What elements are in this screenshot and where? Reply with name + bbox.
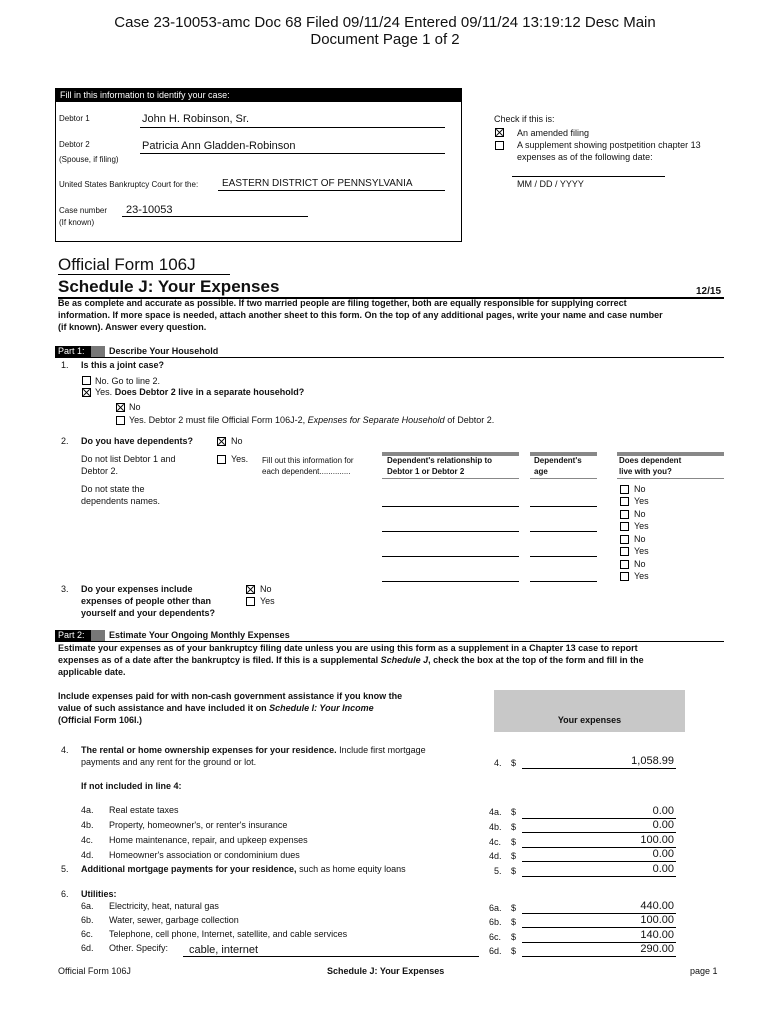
line6d-label: Other. Specify: (109, 943, 169, 953)
your-expenses-header (494, 690, 685, 732)
line6d-dollar: $ (511, 946, 517, 956)
dep2-lives-yes-checkbox[interactable] (620, 522, 629, 531)
q1-yes-checkbox[interactable] (82, 388, 91, 397)
line4a-dollar: $ (511, 807, 517, 817)
line4c-dollar: $ (511, 837, 517, 847)
q2-fill-out-line2: each dependent.............. (262, 467, 351, 476)
part2-intro-line2: expenses as of a date after the bankruptcy is filed. If this is a supplemental Schedule J, check the box at the top of the form and fill in the (58, 655, 644, 665)
court-field[interactable]: EASTERN DISTRICT OF PENNSYLVANIA (222, 178, 413, 189)
q3-text-line1: Do your expenses include (81, 584, 193, 594)
q2-no-label: No (231, 436, 243, 446)
supplement-label-line2: expenses as of the following date: (517, 152, 653, 162)
line6a-number: 6a. (81, 901, 94, 911)
q1-no-label: No. Go to line 2. (95, 376, 161, 386)
q1-text: Is this a joint case? (81, 360, 165, 370)
q2-not-list-line2: Debtor 2. (81, 466, 119, 476)
q2-not-state-line1: Do not state the (81, 484, 145, 494)
q1-sub-yes-label: Yes. Debtor 2 must file Official Form 106J-2, Expenses for Separate Household of Debtor 2. (129, 415, 495, 425)
q3-no-label: No (260, 584, 272, 594)
debtor2-field[interactable]: Patricia Ann Gladden-Robinson (142, 140, 296, 152)
dep1-lives-no-checkbox[interactable] (620, 485, 629, 494)
line4d-ref: 4d. (489, 851, 502, 861)
line4b-label: Property, homeowner's, or renter's insurance (109, 820, 288, 830)
line4a-amount-field[interactable]: 0.00 (652, 805, 674, 817)
form-revision: 12/15 (696, 286, 722, 297)
debtor2-sublabel: (Spouse, if filing) (59, 155, 119, 164)
dep-col-age-1: Dependent's (534, 456, 582, 465)
q3-yes-label: Yes (260, 596, 275, 606)
dep3-lives-yes-label: Yes (634, 546, 649, 556)
q1-number: 1. (61, 360, 69, 370)
line6a-label: Electricity, heat, natural gas (109, 901, 219, 911)
dep-col-relationship-1: Dependent's relationship to (387, 456, 493, 465)
debtor1-field[interactable]: John H. Robinson, Sr. (142, 113, 250, 125)
line4-ref: 4. (494, 758, 502, 768)
dep2-lives-yes-label: Yes (634, 521, 649, 531)
dep4-lives-no-label: No (634, 559, 646, 569)
line5-ref: 5. (494, 866, 502, 876)
include-line3: (Official Form 106I.) (58, 715, 143, 725)
line4d-label: Homeowner's association or condominium dues (109, 850, 300, 860)
line4-text: The rental or home ownership expenses for your residence. Include first mortgage (81, 745, 426, 755)
dep1-lives-yes-label: Yes (634, 496, 649, 506)
dep3-lives-no-label: No (634, 534, 646, 544)
instructions-line1: Be as complete and accurate as possible. If two married people are filing together, both are equally responsible for supplying correct (58, 298, 627, 308)
line4-number: 4. (61, 745, 69, 755)
include-line1: Include expenses paid for with non-cash government assistance if you know the (58, 691, 403, 701)
q1-yes-label: Yes. Does Debtor 2 live in a separate household? (95, 387, 305, 397)
q3-text-line3: yourself and your dependents? (81, 608, 216, 618)
line4-dollar: $ (511, 758, 517, 768)
case-number-field[interactable]: 23-10053 (126, 204, 173, 216)
your-expenses-label: Your expenses (557, 715, 622, 725)
line4c-label: Home maintenance, repair, and upkeep expenses (109, 835, 308, 845)
line4b-amount-field[interactable]: 0.00 (652, 819, 674, 831)
dep2-lives-no-label: No (634, 509, 646, 519)
check-if-title: Check if this is: (494, 114, 555, 124)
line5-number: 5. (61, 864, 69, 874)
part2-title: Estimate Your Ongoing Monthly Expenses (109, 630, 290, 640)
dep1-age-field[interactable] (530, 506, 597, 507)
dep2-lives-no-checkbox[interactable] (620, 510, 629, 519)
line6c-dollar: $ (511, 932, 517, 942)
dep2-age-field[interactable] (530, 531, 597, 532)
q1-sub-no-label: No (129, 402, 141, 412)
q2-text: Do you have dependents? (81, 436, 194, 446)
dep-col-age-2: age (534, 467, 548, 476)
line6d-ref: 6d. (489, 946, 502, 956)
if-not-included: If not included in line 4: (81, 781, 182, 791)
dep-col-live-1: Does dependent (619, 456, 682, 465)
part2-tag: Part 2: (55, 630, 105, 641)
q2-not-state-line2: dependents names. (81, 496, 161, 506)
line6c-number: 6c. (81, 929, 94, 939)
line6c-label: Telephone, cell phone, Internet, satellite, and cable services (109, 929, 348, 939)
line4a-number: 4a. (81, 805, 94, 815)
line6d-amount-field[interactable]: 290.00 (640, 943, 674, 955)
line4b-ref: 4b. (489, 822, 502, 832)
line5-amount-field[interactable]: 0.00 (652, 863, 674, 875)
line4c-amount-field[interactable]: 100.00 (640, 834, 674, 846)
dep-col-live-2: live with you? (619, 467, 672, 476)
line4d-dollar: $ (511, 851, 517, 861)
case-number-sublabel: (If known) (59, 218, 95, 227)
q3-no-checkbox[interactable] (246, 585, 255, 594)
case-number-label: Case number (59, 206, 108, 215)
amended-filing-checkbox[interactable] (495, 128, 504, 137)
line4b-number: 4b. (81, 820, 94, 830)
dep1-lives-yes-checkbox[interactable] (620, 497, 629, 506)
part1-tag: Part 1: (55, 346, 105, 357)
debtor2-label: Debtor 2 (59, 140, 90, 149)
dep4-relationship-field[interactable] (382, 581, 519, 582)
line6d-number: 6d. (81, 943, 94, 953)
dep4-lives-no-checkbox[interactable] (620, 560, 629, 569)
line4a-label: Real estate taxes (109, 805, 179, 815)
line4b-dollar: $ (511, 822, 517, 832)
q2-not-list-line1: Do not list Debtor 1 and (81, 454, 176, 464)
case-identification-box (55, 88, 462, 242)
instructions-line2: information. If more space is needed, attach another sheet to this form. On the top of any additional pages, write your name and case number (58, 310, 663, 320)
q3-number: 3. (61, 584, 69, 594)
include-line2: value of such assistance and have included it on Schedule I: Your Income (58, 703, 374, 713)
court-label: United States Bankruptcy Court for the: (59, 180, 199, 189)
case-header-line2: Document Page 1 of 2 (310, 31, 460, 48)
line6b-ref: 6b. (489, 917, 502, 927)
dep4-age-field[interactable] (530, 581, 597, 582)
q2-fill-out-line1: Fill out this information for (262, 456, 354, 465)
dep1-relationship-field[interactable] (382, 506, 519, 507)
line5-text: Additional mortgage payments for your residence, such as home equity loans (81, 864, 406, 874)
q2-yes-checkbox[interactable] (217, 455, 226, 464)
dep1-lives-no-label: No (634, 484, 646, 494)
q1-no-checkbox[interactable] (82, 376, 91, 385)
q2-yes-label: Yes. (231, 454, 249, 464)
q2-no-checkbox[interactable] (217, 437, 226, 446)
line6b-dollar: $ (511, 917, 517, 927)
line6b-amount-field[interactable]: 100.00 (640, 914, 674, 926)
dep4-lives-yes-checkbox[interactable] (620, 572, 629, 581)
line6-title: Utilities: (81, 889, 117, 899)
line4c-number: 4c. (81, 835, 94, 845)
line6-number: 6. (61, 889, 69, 899)
form-number: Official Form 106J (58, 255, 196, 274)
line4-amount-field[interactable]: 1,058.99 (631, 755, 674, 767)
part1-title: Describe Your Household (109, 346, 219, 356)
footer-form-number: Official Form 106J (58, 966, 131, 976)
footer-page-number: page 1 (690, 966, 718, 976)
line4d-amount-field[interactable]: 0.00 (652, 848, 674, 860)
amended-filing-label: An amended filing (517, 128, 590, 138)
dep3-lives-yes-checkbox[interactable] (620, 547, 629, 556)
line6a-dollar: $ (511, 903, 517, 913)
line6b-label: Water, sewer, garbage collection (109, 915, 239, 925)
supplement-checkbox[interactable] (495, 141, 504, 150)
line6b-number: 6b. (81, 915, 94, 925)
dep-col-relationship-2: Debtor 1 or Debtor 2 (387, 467, 465, 476)
q1-sub-yes-checkbox[interactable] (116, 416, 125, 425)
line6a-ref: 6a. (489, 903, 502, 913)
line4d-number: 4d. (81, 850, 94, 860)
footer-form-title: Schedule J: Your Expenses (327, 966, 445, 976)
q2-number: 2. (61, 436, 69, 446)
dep3-age-field[interactable] (530, 556, 597, 557)
supplement-label-line1: A supplement showing postpetition chapter 13 (517, 140, 701, 150)
dep4-lives-yes-label: Yes (634, 571, 649, 581)
dep3-relationship-field[interactable] (382, 556, 519, 557)
dep3-lives-no-checkbox[interactable] (620, 535, 629, 544)
supplement-date-field[interactable]: MM / DD / YYYY (517, 179, 584, 189)
line4c-ref: 4c. (489, 837, 502, 847)
form-title: Schedule J: Your Expenses (58, 277, 280, 296)
case-identification-heading: Fill in this information to identify your case: (56, 89, 461, 102)
case-header-line1: Case 23-10053-amc Doc 68 Filed 09/11/24 Entered 09/11/24 13:19:12 Desc Main (114, 14, 656, 31)
line6c-ref: 6c. (489, 932, 502, 942)
line5-dollar: $ (511, 866, 517, 876)
q1-sub-no-checkbox[interactable] (116, 403, 125, 412)
q3-yes-checkbox[interactable] (246, 597, 255, 606)
line4a-ref: 4a. (489, 807, 502, 817)
line6d-specify-field[interactable]: cable, internet (189, 944, 259, 956)
part2-intro-line1: Estimate your expenses as of your bankruptcy filing date unless you are using this form as a supplement in a Chapter 13 case to report (58, 643, 638, 653)
line6c-amount-field[interactable]: 140.00 (640, 929, 674, 941)
debtor1-label: Debtor 1 (59, 114, 90, 123)
q3-text-line2: expenses of people other than (81, 596, 212, 606)
dep2-relationship-field[interactable] (382, 531, 519, 532)
line4-text-line2: payments and any rent for the ground or lot. (81, 757, 257, 767)
instructions-line3: (if known). Answer every question. (58, 322, 207, 332)
line6a-amount-field[interactable]: 440.00 (640, 900, 674, 912)
part2-intro-line3: applicable date. (58, 667, 126, 677)
